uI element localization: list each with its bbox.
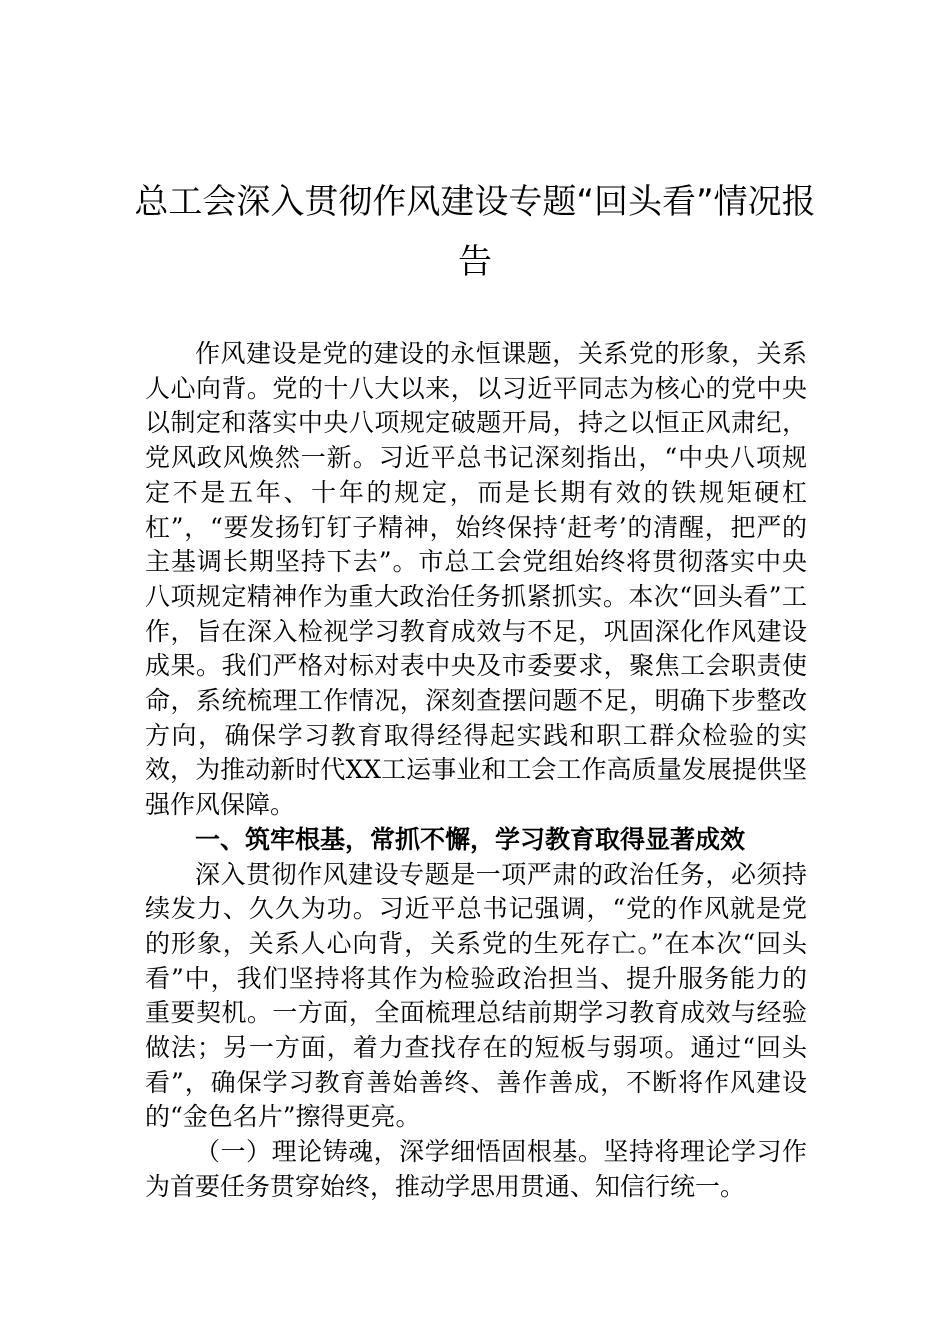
intro-paragraph: 作风建设是党的建设的永恒课题，关系党的形象，关系人心向背。党的十八大以来，以习近平同志为核心的党中央以制定和落实中央八项规定破题开局，持之以恒正风肃纪，党风政风焕然一新。习近平总书记深刻指出，“中央八项规定不是五年、十年的规定，而是长期有效的铁规矩硬杠杠”，“要发扬钉钉子精神，始终保持‘赶考’的清醒，把严的主基调长期坚持下去”。市总工会党组始终将贯彻落实中央八项规定精神作为重大政治任务抓紧抓实。本次“回头看”工作，旨在深入检视学习教育成效与不足，巩固深化作风建设成果。我们严格对标对表中央及市委要求，聚焦工会职责使命，系统梳理工作情况，深刻查摆问题不足，明确下步整改方向，确保学习教育取得经得起实践和职工群众检验的实效，为推动新时代XX工运事业和工会工作高质量发展提供坚强作风保障。 [145,339,807,820]
document-body [145,337,807,1205]
subsection-paragraph: （一）理论铸魂，深学细悟固根基。坚持将理论学习作为首要任务贯穿始终，推动学思用贯通、知信行统一。 [145,1137,807,1201]
document-title: 总工会深入贯彻作风建设专题“回头看”情况报告 [134,182,816,282]
section-heading: 一、筑牢根基，常抓不懈，学习教育取得显著成效 [195,824,746,854]
section-paragraph: 深入贯彻作风建设专题是一项严肃的政治任务，必须持续发力、久久为功。习近平总书记强调，“党的作风就是党的形象，关系人心向背，关系党的生死存亡。”在本次“回头看”中，我们坚持将其作为检验政治担当、提升服务能力的重要契机。一方面，全面梳理总结前期学习教育成效与经验做法；另一方面，着力查找存在的短板与弱项。通过“回头看”，确保学习教育善始善终、善作善成，不断将作风建设的“金色名片”擦得更亮。 [145,859,807,1132]
